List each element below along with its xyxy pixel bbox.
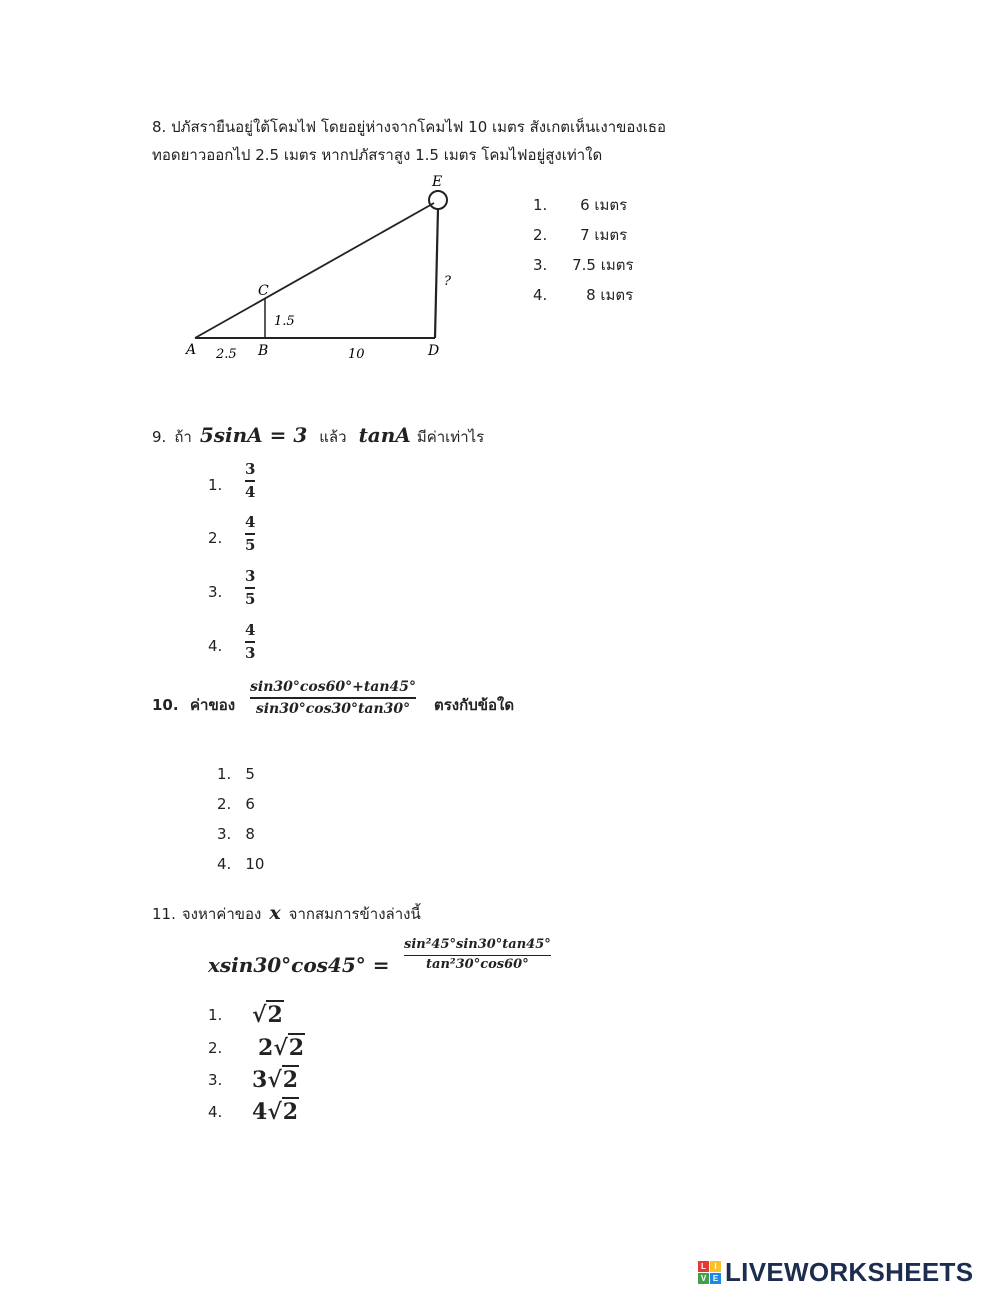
- q9-option-4-num: 4.: [208, 637, 223, 655]
- label-e: E: [432, 174, 443, 190]
- q9-option-4[interactable]: 4 3: [245, 621, 256, 662]
- q10-option-1[interactable]: 1. 5: [217, 765, 255, 783]
- label-b: B: [258, 343, 269, 359]
- q11-option-1[interactable]: 1. √2: [208, 1002, 283, 1028]
- q11-stem: 11. จงหาค่าของ x จากสมการข้างล่างนี้: [152, 902, 421, 924]
- q11-denominator: tan²30°cos60°: [426, 957, 529, 973]
- q11-fraction: [404, 938, 551, 973]
- q11-variable: x: [269, 902, 281, 924]
- q9-option-3-num: 3.: [208, 583, 223, 601]
- label-c: C: [258, 283, 269, 299]
- q9-option-1[interactable]: 3 4: [245, 460, 256, 501]
- q8-line2: ทอดยาวออกไป 2.5 เมตร หากปภัสราสูง 1.5 เมตร โคมไฟอยู่สูงเท่าใด: [152, 146, 603, 164]
- q10-option-4[interactable]: 4. 10: [217, 855, 265, 873]
- q10-option-3[interactable]: 3. 8: [217, 825, 255, 843]
- q9-option-2-num: 2.: [208, 529, 223, 547]
- label-bd: 10: [348, 347, 365, 362]
- lamp-icon: [429, 191, 447, 209]
- q9-stem: 9. ถ้า 5sinA = 3 แล้ว tanA มีค่าเท่าไร: [152, 423, 485, 447]
- q10-option-2[interactable]: 2. 6: [217, 795, 255, 813]
- q10-post: ตรงกับข้อใด: [434, 696, 515, 714]
- label-d: D: [428, 343, 440, 359]
- q10-denominator: sin30°cos30°tan30°: [255, 700, 411, 717]
- q11-lhs: xsin30°cos45° =: [208, 953, 390, 977]
- q11-option-3[interactable]: 3. 3√2: [208, 1067, 299, 1093]
- label-bc: 1.5: [274, 314, 295, 329]
- label-de: ?: [444, 274, 451, 289]
- logo-icon: L I V E: [698, 1261, 721, 1284]
- q8-triangle-diagram: [170, 170, 470, 370]
- q9-option-3[interactable]: 3 5: [245, 567, 256, 608]
- q9-option-1-num: 1.: [208, 476, 223, 494]
- q8-option-4[interactable]: 4. 8 เมตร: [533, 286, 634, 304]
- q8-option-2[interactable]: 2. 7 เมตร: [533, 226, 628, 244]
- brand-name: LIVEWORKSHEETS: [725, 1257, 974, 1287]
- q11-option-4[interactable]: 4. 4√2: [208, 1099, 299, 1125]
- q8-line1: 8. ปภัสรายืนอยู่ใต้โคมไฟ โดยอยู่ห่างจากโคมไฟ 10 เมตร สังเกตเห็นเงาของเธอ: [152, 118, 667, 136]
- q8-option-3[interactable]: 3. 7.5 เมตร: [533, 256, 634, 274]
- q9-expression: tanA: [358, 423, 411, 447]
- q10-fraction: [250, 679, 416, 717]
- q10-numerator: sin30°cos60°+tan45°: [250, 679, 417, 695]
- liveworksheets-logo[interactable]: [698, 1257, 973, 1288]
- q10-pre: ค่าของ: [190, 696, 236, 714]
- label-ab: 2.5: [216, 347, 237, 362]
- q10-number: 10.: [152, 696, 179, 714]
- q9-option-2[interactable]: 4 5: [245, 513, 256, 554]
- q8-option-1[interactable]: 1. 6 เมตร: [533, 196, 628, 214]
- q11-numerator: sin²45°sin30°tan45°: [404, 937, 551, 952]
- q11-option-2[interactable]: 2. 2√2: [208, 1035, 305, 1061]
- q9-equation: 5sinA = 3: [199, 423, 308, 447]
- label-a: A: [186, 342, 197, 358]
